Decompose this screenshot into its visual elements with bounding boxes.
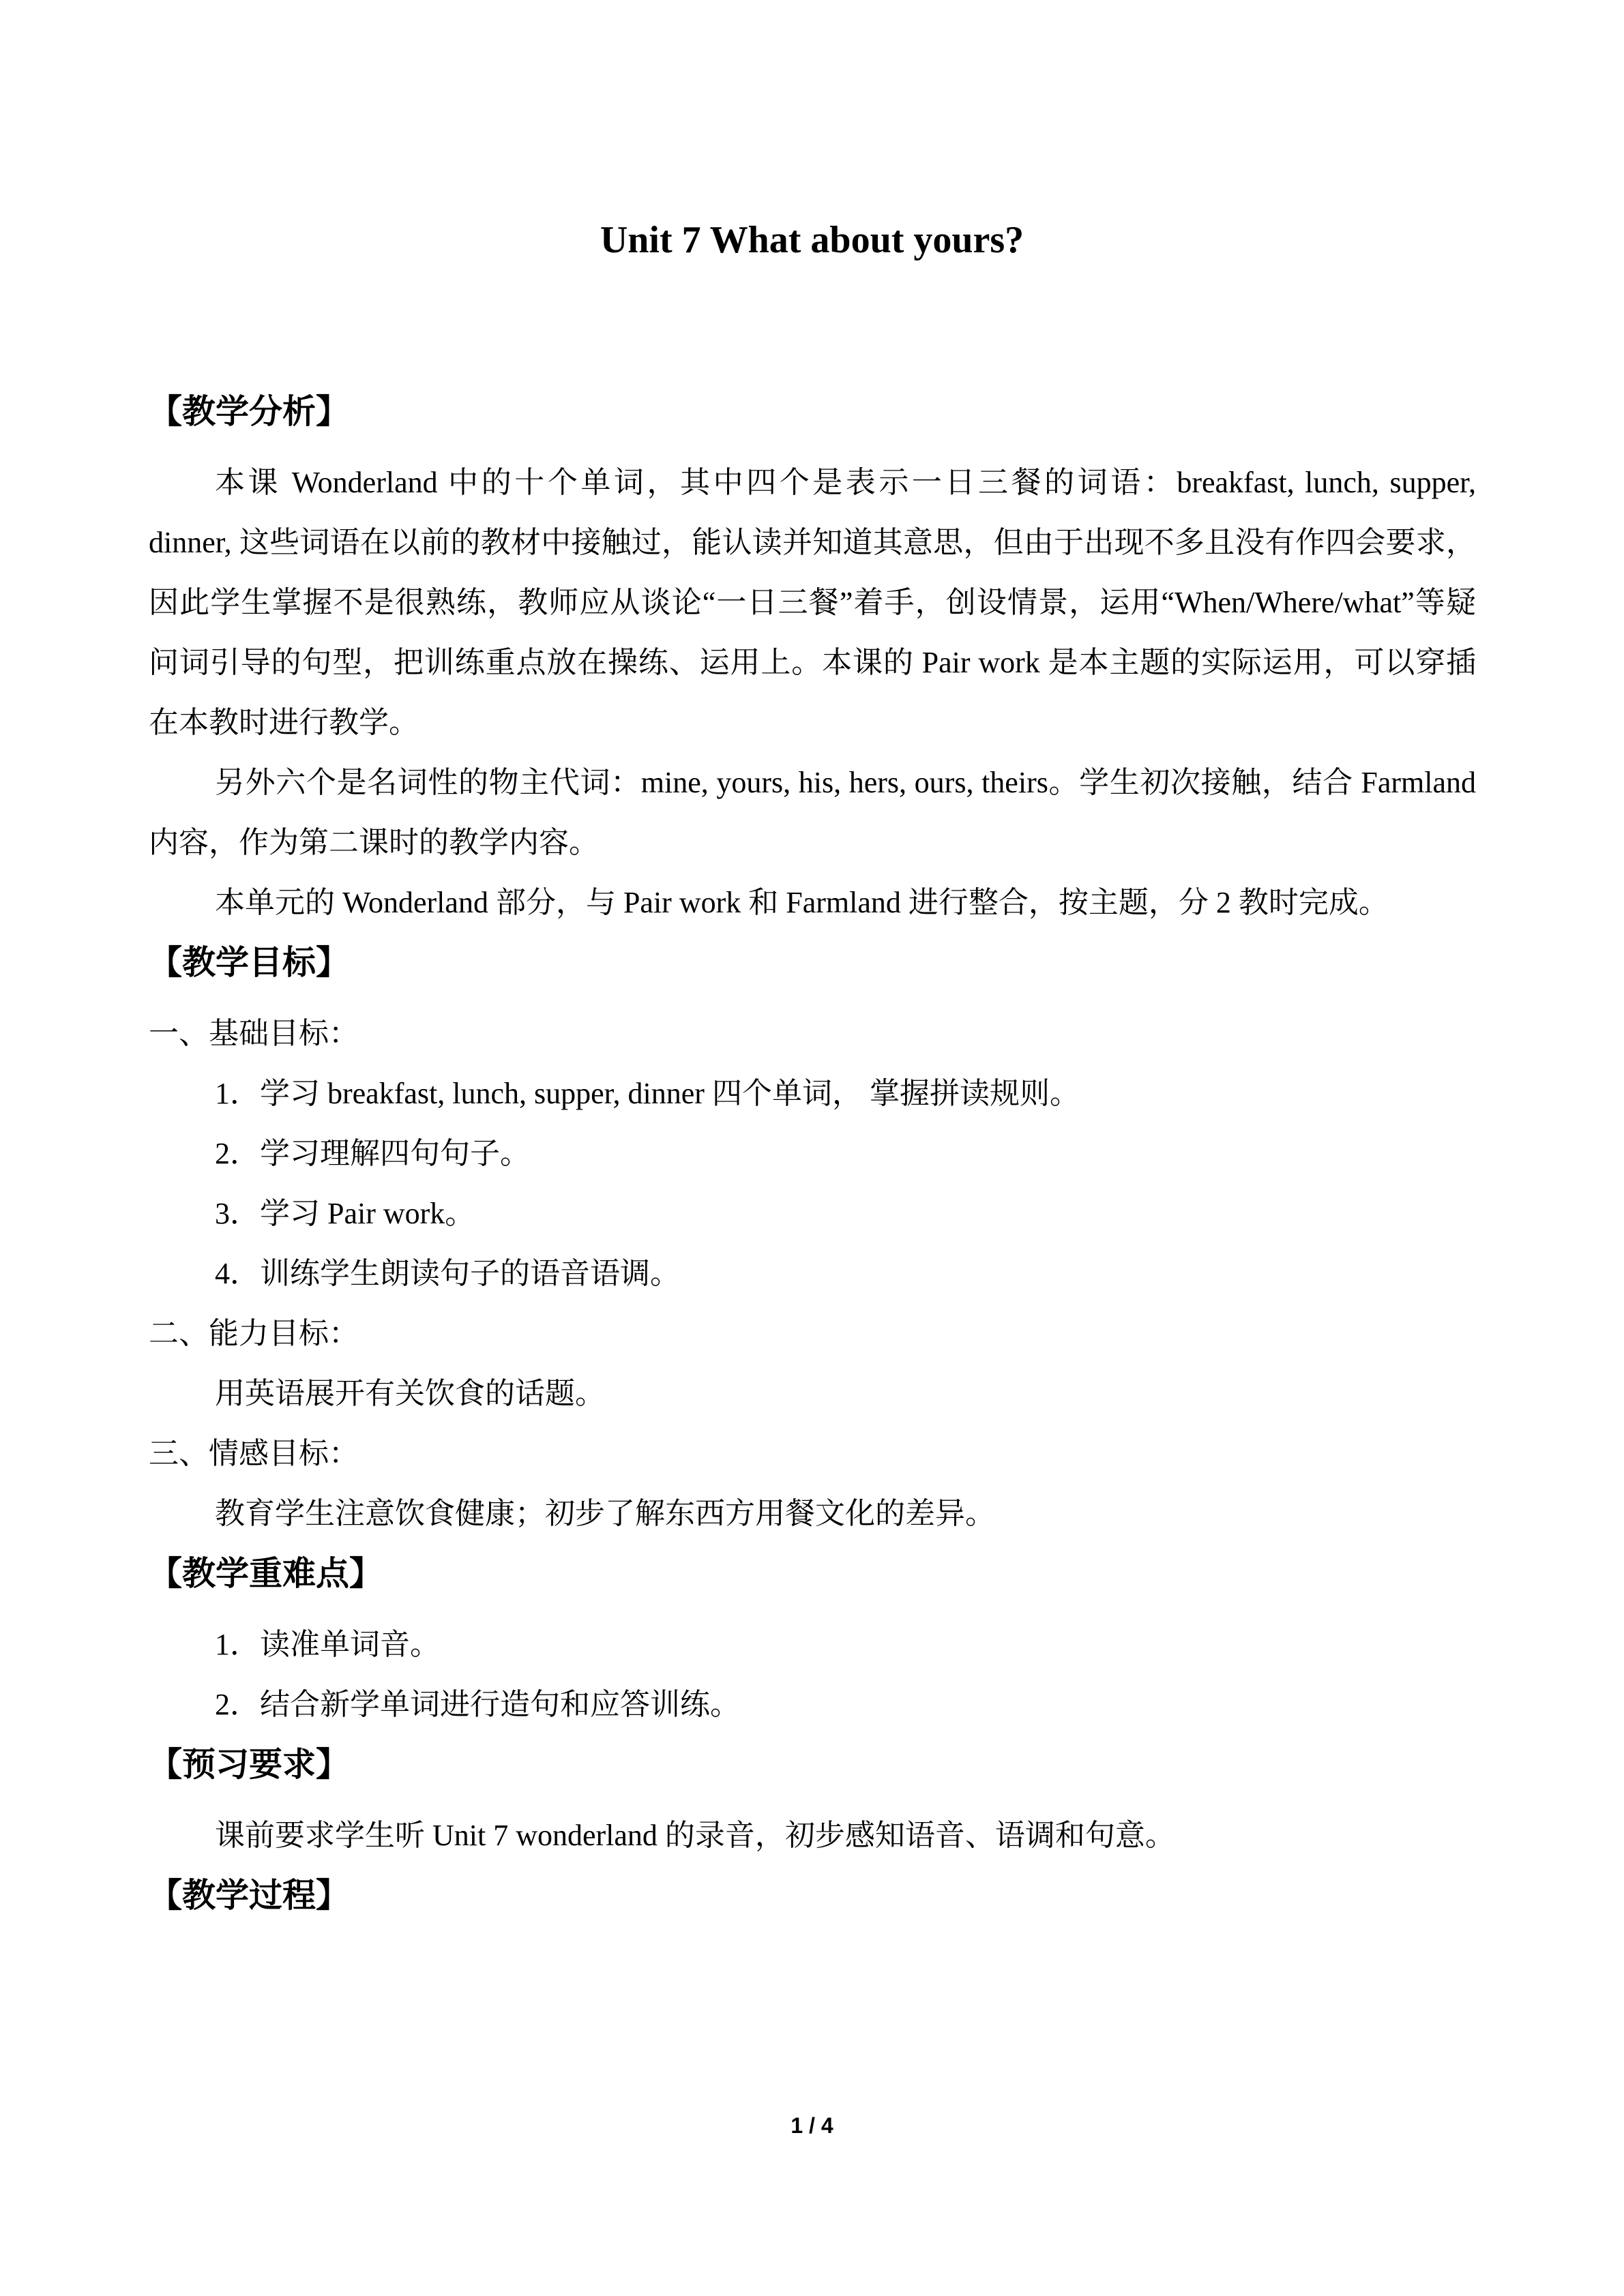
basic-objectives-label: 一、基础目标： (149, 1017, 359, 1050)
spacer (149, 442, 1476, 453)
section-preview (149, 1735, 1476, 1866)
page-number: 1 / 4 (791, 2113, 833, 2138)
analysis-paragraph-2: 另外六个是名词性的物主代词：mine, yours, his, hers, ours, theirs。学生初次接触，结合 Farmland 内容，作为第二课时的教学内容。 (149, 766, 1476, 859)
section-process (149, 1866, 1476, 1926)
section-key-points (149, 1544, 1476, 1735)
basic-objective-item: 2．学习理解四句句子。 (215, 1137, 530, 1170)
emotion-objectives-label: 三、情感目标： (149, 1437, 359, 1470)
document-title: Unit 7 What about yours? (600, 219, 1024, 261)
preview-text: 课前要求学生听 Unit 7 wonderland 的录音，初步感知语音、语调和句意。 (215, 1819, 1175, 1852)
emotion-objective-text: 教育学生注意饮食健康；初步了解东西方用餐文化的差异。 (215, 1497, 995, 1530)
key-point-item: 2．结合新学单词进行造句和应答训练。 (215, 1688, 740, 1721)
spacer (149, 993, 1476, 1004)
section-heading-analysis: 【教学分析】 (149, 392, 350, 431)
analysis-paragraph-3: 本单元的 Wonderland 部分，与 Pair work 和 Farmland 进行整合，按主题，分 2 教时完成。 (215, 886, 1389, 919)
ability-objective-text: 用英语展开有关饮食的话题。 (215, 1377, 605, 1410)
basic-objective-item: 1．学习 breakfast, lunch, supper, dinner 四个单词， 掌握拼读规则。 (215, 1077, 1080, 1110)
ability-objectives-label: 二、能力目标： (149, 1317, 359, 1350)
section-heading-objectives: 【教学目标】 (149, 943, 350, 982)
section-objectives (149, 933, 1476, 1544)
spacer (149, 1795, 1476, 1806)
document-body (149, 382, 1476, 1926)
section-analysis (149, 382, 1476, 933)
analysis-paragraph-1: 本课 Wonderland 中的十个单词，其中四个是表示一日三餐的词语：breakfast, lunch, supper, dinner, 这些词语在以前的教材中接触过，能认读并知道其意思，但由于出现不多且没有作四会要求，因此学生掌握不是很熟练，教师应从谈论“一日三餐”着手，创设情景，运用“When/Where/what”等疑问词引导的句型，把训练重点放在操练、运用上。本课的 Pair work 是本主题的实际运用，可以穿插在本教时进行教学。 (149, 466, 1476, 739)
section-heading-key-points: 【教学重难点】 (149, 1554, 383, 1593)
section-heading-preview: 【预习要求】 (149, 1745, 350, 1784)
basic-objective-item: 3．学习 Pair work。 (215, 1197, 475, 1230)
key-point-item: 1．读准单词音。 (215, 1628, 440, 1661)
basic-objective-item: 4．训练学生朗读句子的语音语调。 (215, 1257, 680, 1290)
spacer (149, 1604, 1476, 1615)
section-heading-process: 【教学过程】 (149, 1876, 350, 1915)
